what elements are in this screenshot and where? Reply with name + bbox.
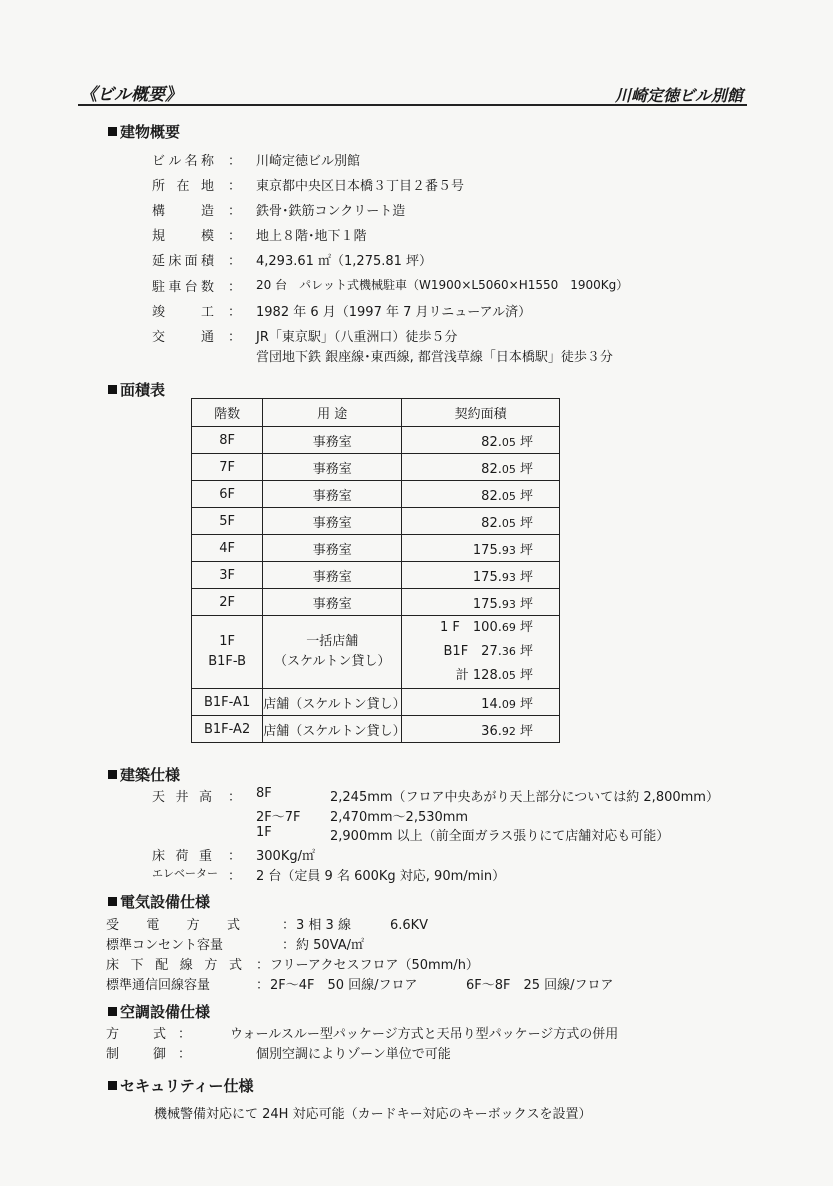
floor-cell: 8F: [192, 427, 263, 454]
building-value: 鉄骨･鉄筋コンクリート造: [256, 204, 406, 219]
floor-load-label: 床荷重: [152, 849, 212, 864]
square-bullet-icon: [108, 770, 117, 779]
area-cell: 175.93 坪: [402, 562, 560, 589]
elec-value: 2F～4F 50 回線/フロア: [270, 978, 418, 993]
elec-label: 標準コンセント容量: [106, 938, 224, 953]
use-cell: 店舗（スケルトン貸し）: [263, 716, 402, 743]
elec-value: フリーアクセスフロア（50mm/h）: [270, 958, 479, 973]
section-elec-title: 電気設備仕様: [108, 891, 210, 912]
table-header-row: [192, 399, 560, 427]
section-hvac-title: 空調設備仕様: [108, 1001, 210, 1022]
building-value: 4,293.61 ㎡（1,275.81 坪）: [256, 254, 433, 269]
hvac-value: ウォールスルー型パッケージ方式と天吊り型パッケージ方式の併用: [230, 1027, 619, 1042]
building-value: JR「東京駅」（八重洲口）徒歩５分: [256, 330, 458, 345]
table-row: [192, 481, 560, 508]
elevator-label: エレベーター: [152, 867, 218, 880]
section-security-title: セキュリティー仕様: [108, 1075, 254, 1096]
square-bullet-icon: [108, 897, 117, 906]
floor-cell: B1F-A2: [192, 716, 263, 743]
area-cell: 175.93 坪: [402, 589, 560, 616]
ceiling-floor: 2F～7F: [256, 810, 301, 825]
square-bullet-icon: [108, 1081, 117, 1090]
floor-cell: 1F B1F-B: [192, 616, 263, 689]
building-label: 所在地: [152, 179, 214, 194]
area-cell: 175.93 坪: [402, 535, 560, 562]
table-header: 階数: [192, 399, 263, 427]
building-value: 20 台 パレット式機械駐車（W1900×L5060×H1550 1900Kg）: [256, 278, 629, 292]
area-cell: 1 F 100.69 坪 B1F 27.36 坪 計 128.05 坪: [402, 616, 560, 689]
area-cell: 14.09 坪: [402, 689, 560, 716]
floor-cell: 4F: [192, 535, 263, 562]
floor-cell: 3F: [192, 562, 263, 589]
elec-value: 約 50VA/㎡: [296, 938, 365, 953]
ceiling-value: 2,245mm（フロア中央あがり天上部分については約 2,800mm）: [330, 790, 719, 805]
table-row: [192, 689, 560, 716]
document-page: 《ビル概要》 川崎定徳ビル別館 建物概要 ビル名称 ： 川崎定徳ビル別館 所在地 ： 東京都中央区日本橋３丁目２番５号 構造 ： 鉄骨･鉄筋コンクリート造 規模 ： 地上８階･地下１階 延床面積 ： 4,293.61 ㎡（1,275.81 坪） 駐車台数 ： 20 台 パレット式機械駐車（W1900×L5060×H1550 1900Kg） 竣工 ： 1982 年 6 月（1997 年 7 月リニューアル済） 交通 ： JR「東京駅」（八重洲口）徒歩５分 営団地下鉄 銀座線･東西線, 都営浅草線「日本橋駅」徒歩３分 面積表 階数 用 途 契約面積 8F 事務室 82.05 坪 7F 事務室 82.05 坪 6F 事務室 82.05 坪 5F 事務室 82.05 坪 4F 事務室 175.93 坪 3F 事務室 175.93 坪 2F 事務室 175.93 坪 1F B1F-B 一括店舗 （スケルトン貸し） 1 F 100.69 坪 B1F 27.36 坪 計 128.05 坪 B1F-A1 店舗（スケルトン貸し） 14.09 坪 B1F-A2 店舗（スケルトン貸し） 36.92 坪 建築仕様 天井高 ： 8F 2,245mm（フロア中央あがり天上部分については約 2,800mm） 2F～7F 2,470mm～2,530mm 1F 2,900mm 以上（前全面ガラス張りにて店舗対応も可能） 床荷重 ： 300Kg/㎡ エレベーター ： 2 台（定員 9 名 600Kg 対応, 90m/min） 電気設備仕様 受電方式 ： 3 相 3 線 6.6KV 標準コンセント容量 ： 約 50VA/㎡ 床下配線方式 ： フリーアクセスフロア（50mm/h） 標準通信回線容量 ： 2F～4F 50 回線/フロア 6F～8F 25 回線/フロア 空調設備仕様 方式 ： ウォールスルー型パッケージ方式と天吊り型パッケージ方式の併用 制御 ： 個別空調によりゾーン単位で可能 セキュリティー仕様 機械警備対応にて 24H 対応可能（カードキー対応のキーボックスを設置）: [0, 0, 833, 1186]
building-label: 駐車台数: [152, 280, 214, 295]
floor-cell: 5F: [192, 508, 263, 535]
use-cell: 事務室: [263, 589, 402, 616]
table-row: [192, 427, 560, 454]
use-cell: 事務室: [263, 562, 402, 589]
use-cell: 事務室: [263, 454, 402, 481]
elec-value-2: 6F～8F 25 回線/フロア: [466, 978, 614, 993]
building-value: 川崎定徳ビル別館: [256, 154, 361, 169]
elec-label: 標準通信回線容量: [106, 978, 211, 993]
building-label: ビル名称: [152, 154, 214, 169]
elec-label: 受電方式: [106, 918, 240, 933]
table-row: [192, 589, 560, 616]
table-header: 用 途: [263, 399, 402, 427]
table-row: [192, 454, 560, 481]
area-cell: 82.05 坪: [402, 454, 560, 481]
table-row: [192, 508, 560, 535]
section-arch-title: 建築仕様: [108, 764, 180, 785]
ceiling-value: 2,900mm 以上（前全面ガラス張りにて店舗対応も可能）: [330, 829, 670, 844]
area-cell: 82.05 坪: [402, 427, 560, 454]
section-area-title: 面積表: [108, 379, 165, 400]
area-cell: 82.05 坪: [402, 481, 560, 508]
building-value: 1982 年 6 月（1997 年 7 月リニューアル済）: [256, 305, 532, 320]
building-value: 地上８階･地下１階: [256, 229, 367, 244]
building-label: 交通: [152, 330, 214, 345]
ceiling-value: 2,470mm～2,530mm: [330, 810, 469, 825]
building-label: 竣工: [152, 305, 214, 320]
use-cell: 事務室: [263, 535, 402, 562]
use-cell: 一括店舗 （スケルトン貸し）: [263, 616, 402, 689]
building-value: 営団地下鉄 銀座線･東西線, 都営浅草線「日本橋駅」徒歩３分: [256, 350, 613, 365]
security-value: 機械警備対応にて 24H 対応可能（カードキー対応のキーボックスを設置）: [154, 1107, 592, 1122]
table-row: [192, 716, 560, 743]
header-rule: [78, 104, 747, 106]
elec-label: 床下配線方式: [106, 958, 242, 973]
table-header: 契約面積: [402, 399, 560, 427]
square-bullet-icon: [108, 385, 117, 394]
header-building-name: 川崎定徳ビル別館: [614, 86, 743, 105]
elevator-value: 2 台（定員 9 名 600Kg 対応, 90m/min）: [256, 869, 506, 884]
use-cell: 事務室: [263, 481, 402, 508]
floor-cell: B1F-A1: [192, 689, 263, 716]
floor-cell: 6F: [192, 481, 263, 508]
building-label: 構造: [152, 204, 214, 219]
section-building-title: 建物概要: [108, 121, 180, 142]
building-label: 延床面積: [152, 254, 214, 269]
ceiling-floor: 8F: [256, 786, 272, 801]
hvac-label: 制御: [106, 1047, 166, 1062]
ceiling-label: 天井高: [152, 790, 212, 805]
hvac-value: 個別空調によりゾーン単位で可能: [256, 1047, 451, 1062]
ceiling-floor: 1F: [256, 825, 272, 840]
use-cell: 店舗（スケルトン貸し）: [263, 689, 402, 716]
table-row: [192, 562, 560, 589]
use-cell: 事務室: [263, 427, 402, 454]
floor-cell: 2F: [192, 589, 263, 616]
floor-load-value: 300Kg/㎡: [256, 849, 315, 864]
area-table: [191, 398, 560, 743]
area-cell: 36.92 坪: [402, 716, 560, 743]
area-cell: 82.05 坪: [402, 508, 560, 535]
floor-cell: 7F: [192, 454, 263, 481]
building-value: 東京都中央区日本橋３丁目２番５号: [256, 179, 465, 194]
header-title: 《ビル概要》: [80, 85, 182, 105]
use-cell: 事務室: [263, 508, 402, 535]
hvac-label: 方式: [106, 1027, 166, 1042]
table-row-combined: [192, 616, 560, 689]
square-bullet-icon: [108, 127, 117, 136]
table-row: [192, 535, 560, 562]
elec-value: 3 相 3 線 6.6KV: [296, 918, 429, 933]
square-bullet-icon: [108, 1007, 117, 1016]
building-label: 規模: [152, 229, 214, 244]
